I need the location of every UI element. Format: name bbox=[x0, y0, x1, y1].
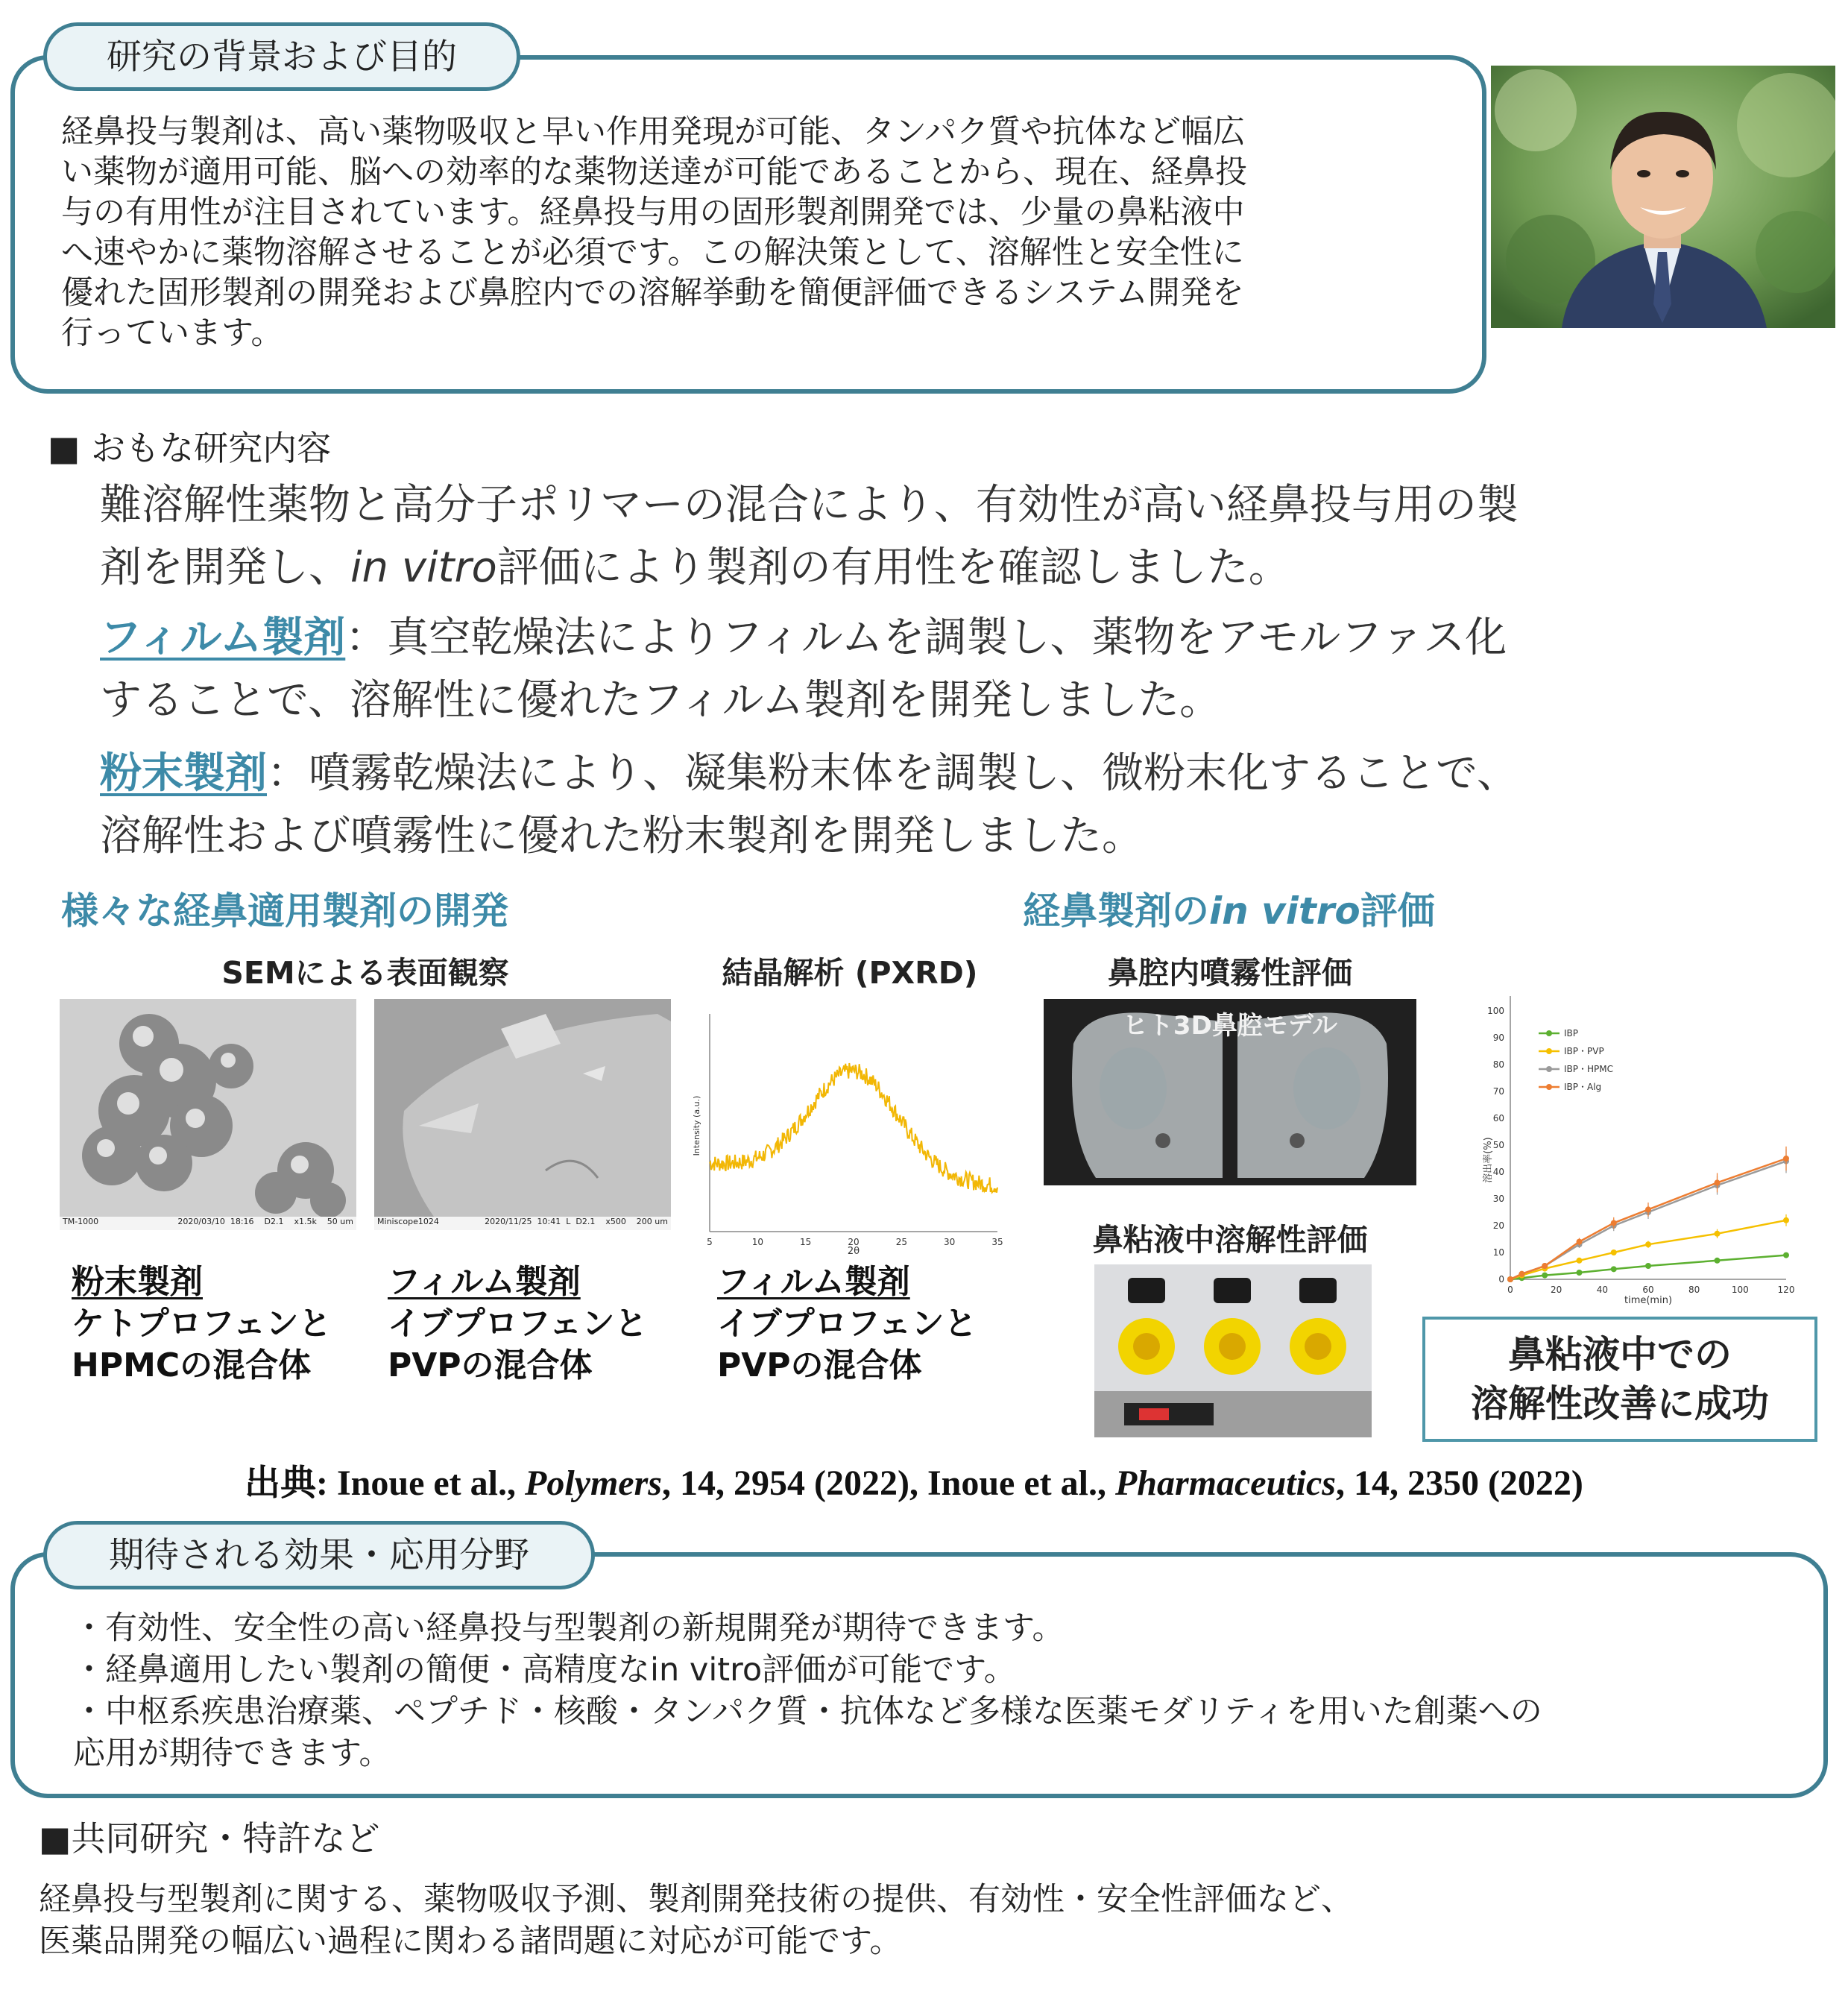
diss-series-line bbox=[1510, 1220, 1786, 1279]
sem2-footer-left: Miniscope1024 bbox=[377, 1217, 439, 1226]
diss-point bbox=[1507, 1276, 1513, 1282]
dissolution-svg bbox=[1449, 996, 1800, 1317]
diss-y-tick-label: 30 bbox=[1492, 1194, 1504, 1204]
diss-legend-label: IBP・PVP bbox=[1564, 1046, 1604, 1056]
diss-legend-label: IBP bbox=[1564, 1028, 1579, 1039]
diss-point bbox=[1783, 1252, 1789, 1258]
diss-point bbox=[1783, 1217, 1789, 1223]
success-box: 鼻粘液中での 溶解性改善に成功 bbox=[1422, 1317, 1817, 1442]
pxrd-title: 結晶解析 (PXRD) bbox=[722, 955, 978, 991]
caption-film-sem: フィルム製剤 イブプロフェンと PVPの混合体 bbox=[388, 1263, 648, 1384]
diss-y-tick-label: 40 bbox=[1492, 1167, 1504, 1177]
collab-text: 経鼻投与型製剤に関する、薬物吸収予測、製剤開発技術の提供、有効性・安全性評価など、 医薬品開発の幅広い過程に関わる諸問題に対応が可能です。 bbox=[39, 1881, 1353, 1960]
pxrd-tick-label: 10 bbox=[751, 1237, 763, 1247]
diss-point bbox=[1611, 1220, 1617, 1226]
effect-item: ・中枢系疾患治療薬、ペプチド・核酸・タンパク質・抗体など多様な医薬モダリティを用いた創薬への bbox=[73, 1693, 1542, 1730]
pxrd-svg bbox=[686, 992, 1006, 1260]
diss-x-tick-label: 40 bbox=[1596, 1285, 1608, 1295]
sem-image-powder bbox=[60, 999, 356, 1230]
diss-y-tick-label: 100 bbox=[1487, 1006, 1504, 1016]
researcher-photo bbox=[1491, 66, 1835, 328]
diss-legend-marker bbox=[1546, 1084, 1552, 1090]
film-keyword: フィルム製剤 bbox=[100, 614, 346, 662]
effects-tag: 期待される効果・応用分野 bbox=[43, 1521, 595, 1589]
collab-heading: ■共同研究・特許など bbox=[39, 1818, 380, 1859]
powder-description: 粉末製剤：噴霧乾燥法により、凝集粉末体を調製し、微粉末化することで、 溶解性および噴霧性に優れた粉末製剤を開発しました。 bbox=[100, 749, 1519, 860]
sem-title: SEMによる表面観察 bbox=[221, 955, 509, 991]
mucus-device-photo bbox=[1094, 1264, 1372, 1437]
pxrd-ylabel: Intensity (a.u.) bbox=[692, 1095, 701, 1156]
diss-y-tick-label: 90 bbox=[1492, 1033, 1504, 1043]
diss-x-tick-label: 80 bbox=[1688, 1285, 1700, 1295]
dissolution-chart bbox=[1449, 996, 1800, 1317]
diss-point bbox=[1715, 1258, 1721, 1264]
effects-list bbox=[73, 1607, 1803, 1774]
diss-point bbox=[1519, 1271, 1524, 1277]
diss-legend-label: IBP・HPMC bbox=[1564, 1064, 1614, 1074]
pxrd-tick-label: 15 bbox=[800, 1237, 812, 1247]
diss-y-tick-label: 80 bbox=[1492, 1059, 1504, 1070]
effect-item: ・経鼻適用したい製剤の簡便・高精度なin vitro評価が可能です。 bbox=[73, 1651, 1016, 1689]
diss-point bbox=[1611, 1266, 1617, 1272]
spray-title: 鼻腔内噴霧性評価 bbox=[1108, 955, 1352, 991]
diss-y-tick-label: 70 bbox=[1492, 1086, 1504, 1097]
figure-right-section-title: 経鼻製剤のin vitro評価 bbox=[1023, 889, 1435, 933]
pxrd-tick-label: 20 bbox=[848, 1237, 860, 1247]
diss-point bbox=[1577, 1239, 1583, 1245]
diss-point bbox=[1715, 1179, 1721, 1185]
main-research-lead: 難溶解性薬物と高分子ポリマーの混合により、有効性が高い経鼻投与用の製 剤を開発し、in vitro評価により製剤の有用性を確認しました。 bbox=[100, 481, 1519, 592]
effect-item-cont: 応用が期待できます。 bbox=[73, 1735, 391, 1772]
pxrd-tick-label: 35 bbox=[991, 1237, 1003, 1247]
diss-x-tick-label: 20 bbox=[1551, 1285, 1562, 1295]
diss-x-tick-label: 120 bbox=[1777, 1285, 1795, 1295]
diss-y-tick-label: 20 bbox=[1492, 1220, 1504, 1231]
diss-y-tick-label: 50 bbox=[1492, 1140, 1504, 1150]
diss-x-tick-label: 100 bbox=[1731, 1285, 1749, 1295]
mucus-title: 鼻粘液中溶解性評価 bbox=[1092, 1222, 1368, 1258]
diss-point bbox=[1611, 1249, 1617, 1255]
diss-legend-label: IBP・Alg bbox=[1564, 1082, 1602, 1092]
figure-left-section-title: 様々な経鼻適用製剤の開発 bbox=[61, 889, 508, 933]
nasal-model-photo bbox=[1044, 999, 1416, 1185]
diss-point bbox=[1645, 1263, 1651, 1269]
diss-point bbox=[1577, 1270, 1583, 1276]
background-tag: 研究の背景および目的 bbox=[43, 22, 520, 91]
diss-point bbox=[1715, 1231, 1721, 1237]
diss-point bbox=[1783, 1156, 1789, 1162]
caption-film-pxrd: フィルム製剤 イブプロフェンと PVPの混合体 bbox=[717, 1263, 977, 1384]
diss-y-tick-label: 0 bbox=[1498, 1274, 1504, 1285]
main-research-heading: ■ おもな研究内容 bbox=[48, 428, 332, 468]
sem1-footer-right: 2020/03/10 18:16 D2.1 x1.5k 50 um bbox=[177, 1217, 353, 1226]
pxrd-tick-label: 25 bbox=[895, 1237, 907, 1247]
diss-y-tick-label: 10 bbox=[1492, 1247, 1504, 1258]
diss-point bbox=[1577, 1258, 1583, 1264]
diss-x-tick-label: 0 bbox=[1507, 1285, 1513, 1295]
diss-y-tick-label: 60 bbox=[1492, 1113, 1504, 1124]
citation: 出典: Inoue et al., Polymers, 14, 2954 (2022), Inoue et al., Pharmaceutics, 14, 2350 (2022) bbox=[245, 1462, 1583, 1504]
pxrd-series-line bbox=[710, 1063, 997, 1193]
pxrd-xlabel: 2θ bbox=[847, 1246, 860, 1257]
pxrd-tick-label: 5 bbox=[707, 1237, 713, 1247]
background-text: 経鼻投与製剤は、高い薬物吸収と早い作用発現が可能、タンパク質や抗体など幅広 い薬物が適用可能、脳への効率的な薬物送達が可能であることから、現在、経鼻投 与の有用性が注目されています。経鼻投与用の固形製剤開発では、少量の鼻粘液中 へ速やかに薬物溶解させることが必須です。この解決策として、溶解性と安全性に 優れた固形製剤の開発および鼻腔内での溶解挙動を簡便評価できるシステム開発を 行っています。 bbox=[61, 113, 1247, 352]
diss-point bbox=[1542, 1263, 1548, 1269]
diss-point bbox=[1542, 1273, 1548, 1279]
film-description: フィルム製剤：真空乾燥法によりフィルムを調製し、薬物をアモルファス化 することで、溶解性に優れたフィルム製剤を開発しました。 bbox=[100, 614, 1507, 725]
pxrd-chart bbox=[686, 992, 1006, 1260]
sem-image-film bbox=[374, 999, 671, 1230]
caption-powder: 粉末製剤 ケトプロフェンと HPMCの混合体 bbox=[72, 1263, 332, 1384]
diss-xlabel: time(min) bbox=[1624, 1295, 1673, 1306]
nasal-model-label: ヒト3D鼻腔モデル bbox=[1122, 1011, 1338, 1041]
diss-legend-marker bbox=[1546, 1066, 1552, 1072]
diss-legend-marker bbox=[1546, 1030, 1552, 1036]
diss-point bbox=[1645, 1241, 1651, 1247]
effect-item: ・有効性、安全性の高い経鼻投与型製剤の新規開発が期待できます。 bbox=[73, 1610, 1065, 1647]
diss-legend-marker bbox=[1546, 1048, 1552, 1054]
diss-ylabel: 溶出率(%) bbox=[1483, 1137, 1494, 1183]
pxrd-tick-label: 30 bbox=[944, 1237, 956, 1247]
sem1-footer-left: TM-1000 bbox=[63, 1217, 99, 1226]
sem2-footer-right: 2020/11/25 10:41 L D2.1 x500 200 um bbox=[485, 1217, 668, 1226]
diss-point bbox=[1645, 1206, 1651, 1212]
powder-keyword: 粉末製剤 bbox=[100, 749, 267, 798]
diss-x-tick-label: 60 bbox=[1642, 1285, 1654, 1295]
